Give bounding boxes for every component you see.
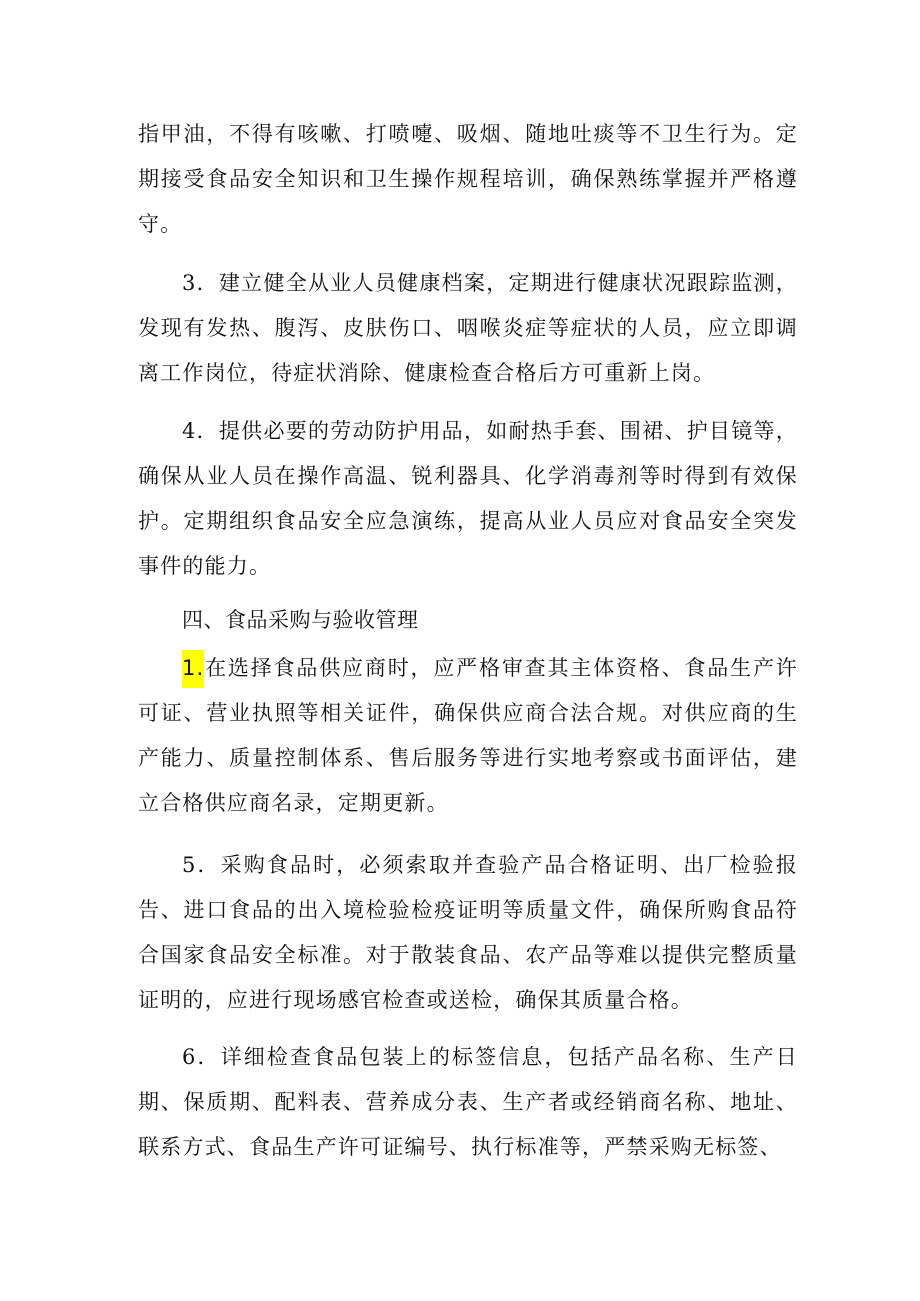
paragraph-item-5-quality-documents: 5．采购食品时，必须索取并查验产品合格证明、出厂检验报告、进口食品的出入境检验检疫证明等质量文件，确保所购食品符合国家食品安全标准。对于散装食品、农产品等难以提供完整质量证明的，应进行现场感官检查或送检，确保其质量合格。 [138,853,798,1012]
paragraph-hygiene-behavior: 指甲油，不得有咳嗽、打喷嚏、吸烟、随地吐痰等不卫生行为。定期接受食品安全知识和卫生操作规程培训，确保熟练掌握并严格遵守。 [138,122,798,236]
highlighted-item-number: 1. [182,650,204,688]
paragraph-item-1-supplier-selection [138,646,798,826]
paragraph-item-4-protective-equipment: 4．提供必要的劳动防护用品，如耐热手套、围裙、护目镜等，确保从业人员在操作高温、锐利器具、化学消毒剂等时得到有效保护。定期组织食品安全应急演练，提高从业人员应对食品安全突发事件的能力。 [138,419,798,578]
paragraph-item-3-health-records: 3．建立健全从业人员健康档案，定期进行健康状况跟踪监测，发现有发热、腹泻、皮肤伤口、咽喉炎症等症状的人员，应立即调离工作岗位，待症状消除、健康检查合格后方可重新上岗。 [138,271,798,385]
section-heading-procurement: 四、食品采购与验收管理 [182,608,419,632]
paragraph-item-6-label-inspection: 6．详细检查食品包装上的标签信息，包括产品名称、生产日期、保质期、配料表、营养成分表、生产者或经销商名称、地址、联系方式、食品生产许可证编号、执行标准等，严禁采购无标签、 [138,1045,798,1159]
item-1-text: 在选择食品供应商时，应严格审查其主体资格、食品生产许可证、营业执照等相关证件，确保供应商合法合规。对供应商的生产能力、质量控制体系、售后服务等进行实地考察或书面评估，建立合格供应商名录，定期更新。 [138,656,798,815]
